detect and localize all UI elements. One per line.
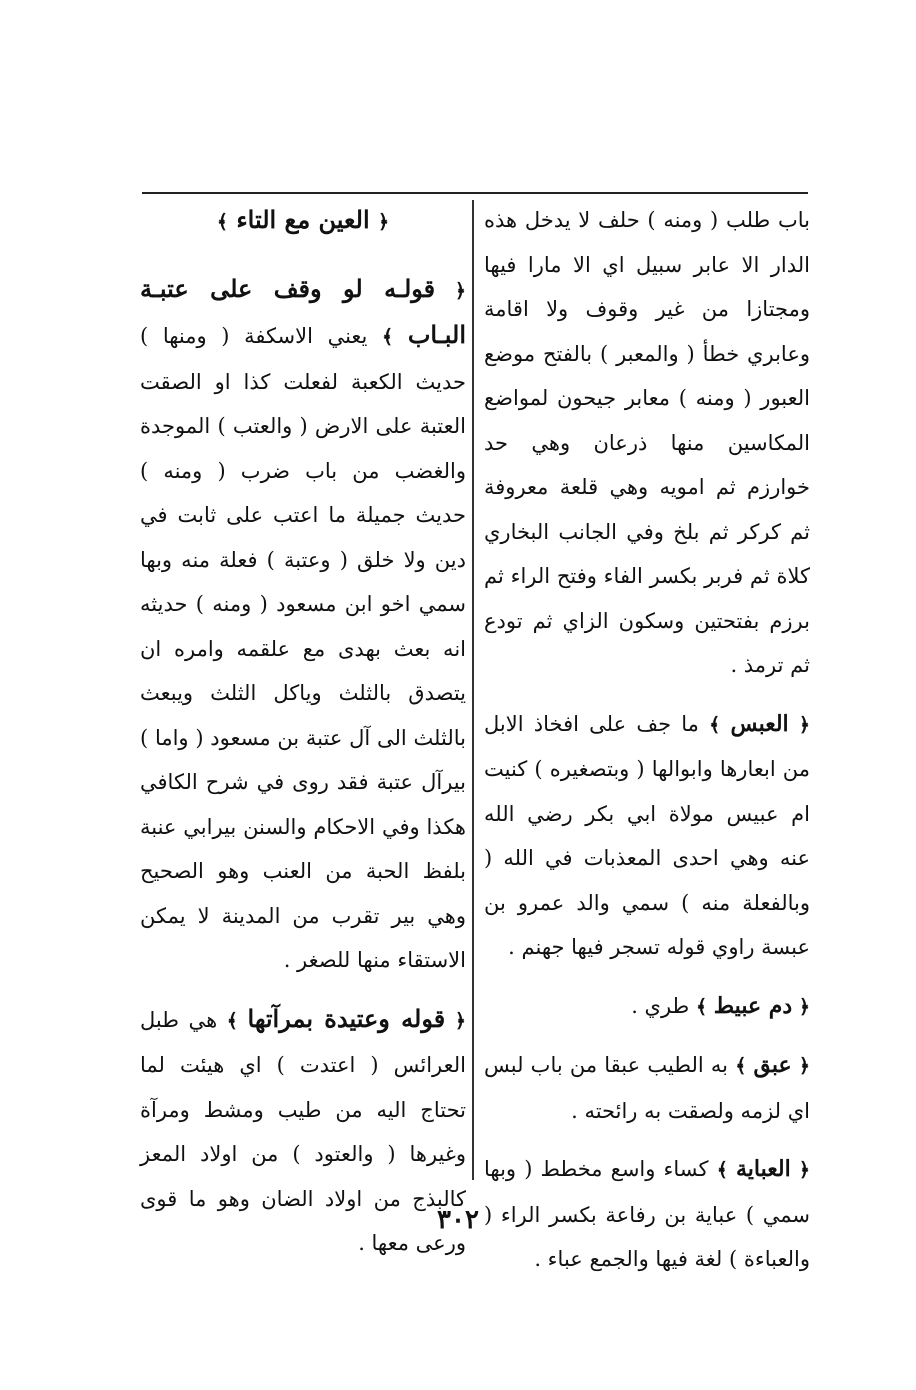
entry-ataba [140, 267, 466, 983]
entry-text: ما جف على افخاذ الابل من ابعارها وابوالها ( وبتصغيره ) كنيت ام عبيس مولاة ابي بكر رضي الله عنه وهي احدى المعذبات في الله ( وبالفعلة منه ) سمي والد عمرو بن عبسة راوي قوله تسجر فيها جهنم . [484, 711, 810, 959]
entry-text: يعني الاسكفة ( ومنها ) حديث الكعبة لفعلت كذا او الصقت العتبة على الارض ( والعتب ) الموجدة والغضب من باب ضرب ( ومنه ) حديث جميلة ما اعتب على ثابت في دين ولا خلق ( وعتبة ) فعلة منه وبها سمي اخو ابن مسعود ( ومنه ) حديثه انه بعث بهدى مع علقمه وامره ان يتصدق بالثلث وياكل الثلث ويبعث بالثلث الى آل عتبة بن مسعود ( واما ) بيرآل عتبة فقد روى في شرح الكافي هكذا وفي الاحكام والسنن بيرابي عنبة بلفظ الحبة من العنب وهو الصحيح وهي بير تقرب من المدينة لا يمكن الاستقاء منها للصغر . [140, 324, 466, 972]
column-divider [472, 200, 474, 1180]
left-column [140, 198, 466, 1266]
entry-keyword: العباية [736, 1156, 791, 1182]
ornament-bracket: ﴾ [226, 1009, 238, 1032]
ornament-bracket: ﴿ [798, 713, 810, 736]
section-heading [140, 198, 466, 245]
page-number: ٣٠٢ [437, 1205, 479, 1235]
entry-keyword: عبق [753, 1052, 792, 1078]
entry-keyword: دم عبيط [713, 992, 793, 1019]
entry-keyword: قوله وعتيدة بمرآتها [247, 1003, 446, 1033]
ornament-bracket: ﴾ [709, 713, 721, 736]
ornament-bracket: ﴿ [798, 995, 810, 1018]
ornament-bracket: ﴿ [798, 1159, 810, 1181]
ornament-bracket: ﴾ [382, 326, 394, 348]
ornament-bracket: ﴾ [735, 1055, 747, 1077]
ornament-bracket: ﴾ [716, 1159, 728, 1181]
ornament-bracket: ﴿ [454, 279, 466, 302]
ornament-bracket: ﴿ [798, 1055, 810, 1077]
entry-text: طري . [631, 993, 690, 1018]
entry-text: كساء واسع مخطط ( وبها سمي ) عباية بن رفاعة بكسر الراء ( والعباءة ) لغة فيها والجمع عباء . [484, 1157, 810, 1271]
entry-paragraph: باب طلب ( ومنه ) حلف لا يدخل هذه الدار الا عابر سبيل اي الا مارا فيها ومجتازا من غير وقوف ولا اقامة وعابري خطأ ( والمعبر ) بالفتح موضع العبور ( ومنه ) معابر جيحون لمواضع المكاسين منها ذرعان وهي حد خوارزم ثم امويه وهي قلعة معروفة ثم كركر ثم بلخ وفي الجانب البخاري كلاة ثم فربر بكسر الفاء وفتح الراء ثم برزم بفتحتين وسكون الزاي ثم تودع ثم ترمذ . [484, 208, 810, 677]
entry-text: هي طبل العرائس ( اعتدت ) اي هيئت لما تحتاج اليه من طيب ومشط ومرآة وغيرها ( والعتود ) من اولاد المعز كالبذج من اولاد الضان وهو ما قوى ورعى معها . [140, 1007, 466, 1255]
entry-dam-abit [484, 984, 810, 1030]
ornament-bracket: ﴾ [695, 995, 708, 1018]
section-title: العين مع التاء [236, 205, 370, 234]
ornament-bracket: ﴿ [377, 211, 390, 233]
entry-abs [484, 702, 810, 970]
entry-keyword: قولـه لو وقف على عتبـة البـاب [140, 273, 466, 349]
top-rule [142, 192, 808, 194]
right-column [484, 198, 810, 1282]
entry-keyword: العبس [730, 710, 789, 737]
ornament-bracket: ﴿ [454, 1009, 466, 1032]
entry-text: به الطيب عبقا من باب لبس اي لزمه ولصقت به رائحته . [484, 1053, 810, 1123]
ornament-bracket: ﴾ [216, 211, 229, 233]
entry-abaq [484, 1043, 810, 1133]
